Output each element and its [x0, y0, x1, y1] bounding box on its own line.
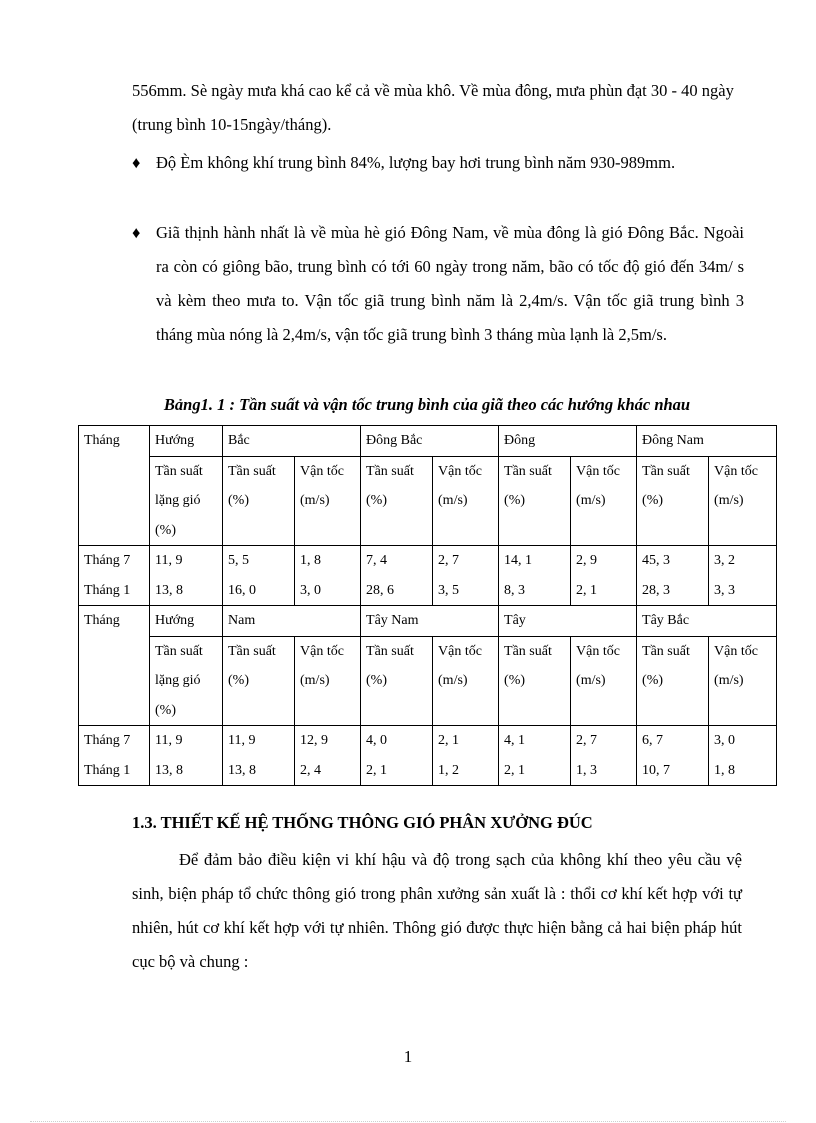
diamond-bullet-icon: ♦	[132, 223, 141, 242]
frequency-header: Tần suất (%)	[637, 456, 709, 546]
speed-header: Vận tốc (m/s)	[295, 636, 361, 726]
value-cell: 3, 0 1, 8	[709, 726, 777, 786]
section-heading: 1.3. THIẾT KẾ HỆ THỐNG THÔNG GIÓ PHÂN XƯỞNG ĐÚC	[132, 813, 593, 832]
value-cell: 45, 3 28, 3	[637, 546, 709, 606]
direction-name: Nam	[223, 606, 361, 637]
value-cell: 2, 9 2, 1	[571, 546, 637, 606]
value-cell: 6, 7 10, 7	[637, 726, 709, 786]
value-cell: 12, 9 2, 4	[295, 726, 361, 786]
diamond-bullet-icon: ♦	[132, 153, 141, 172]
table-header-row	[79, 606, 777, 637]
value-cell: 2, 7 3, 5	[433, 546, 499, 606]
calm-cell: 11, 9 13, 8	[150, 546, 223, 606]
direction-name: Đông Bắc	[361, 426, 499, 457]
table-row	[79, 546, 777, 606]
bullet-text: Giã thịnh hành nhất là về mùa hè gió Đông Nam, về mùa đông là gió Đông Bắc. Ngoài ra còn có giông bão, trung bình có tới 60 ngày trong năm, bão có tốc độ gió đến 34m/ s và kèm theo mưa to. Vận tốc giã trung bình năm là 2,4m/s. Vận tốc giã trung bình 3 tháng mùa nóng là 2,4m/s, vận tốc giã trung bình 3 tháng mùa lạnh là 2,5m/s.	[156, 223, 744, 344]
table-row	[79, 726, 777, 786]
direction-name: Bắc	[223, 426, 361, 457]
month-cell: Tháng 7 Tháng 1	[79, 546, 150, 606]
direction-name: Đông Nam	[637, 426, 777, 457]
speed-header: Vận tốc (m/s)	[295, 456, 361, 546]
frequency-header: Tần suất (%)	[637, 636, 709, 726]
bullet-wind	[132, 216, 744, 352]
table-subheader-row	[79, 456, 777, 546]
value-cell: 11, 9 13, 8	[223, 726, 295, 786]
table-header-row	[79, 426, 777, 457]
bullet-humidity	[132, 146, 744, 180]
page-bottom-divider	[30, 1121, 786, 1122]
month-header: Tháng	[79, 426, 150, 546]
value-cell: 2, 1 1, 2	[433, 726, 499, 786]
frequency-header: Tần suất (%)	[223, 636, 295, 726]
table-caption: Bảng1. 1 : Tần suất và vận tốc trung bình của giã theo các hướng khác nhau	[163, 395, 691, 414]
direction-header: Hướng	[150, 426, 223, 457]
value-cell: 5, 5 16, 0	[223, 546, 295, 606]
bullet-text: Độ Èm không khí trung bình 84%, lượng bay hơi trung bình năm 930-989mm.	[156, 153, 676, 172]
page-number: 1	[403, 1047, 413, 1066]
value-cell: 14, 1 8, 3	[499, 546, 571, 606]
table-subheader-row	[79, 636, 777, 726]
direction-name: Đông	[499, 426, 637, 457]
value-cell: 2, 7 1, 3	[571, 726, 637, 786]
frequency-header: Tần suất (%)	[361, 456, 433, 546]
frequency-header: Tần suất (%)	[223, 456, 295, 546]
month-cell: Tháng 7 Tháng 1	[79, 726, 150, 786]
wind-table	[78, 425, 777, 786]
direction-header: Hướng	[150, 606, 223, 637]
speed-header: Vận tốc (m/s)	[433, 456, 499, 546]
value-cell: 7, 4 28, 6	[361, 546, 433, 606]
direction-name: Tây Bắc	[637, 606, 777, 637]
calm-frequency-header: Tần suất lặng gió (%)	[150, 456, 223, 546]
speed-header: Vận tốc (m/s)	[709, 636, 777, 726]
frequency-header: Tần suất (%)	[499, 636, 571, 726]
speed-header: Vận tốc (m/s)	[571, 636, 637, 726]
value-cell: 3, 2 3, 3	[709, 546, 777, 606]
frequency-header: Tần suất (%)	[361, 636, 433, 726]
direction-name: Tây Nam	[361, 606, 499, 637]
value-cell: 1, 8 3, 0	[295, 546, 361, 606]
frequency-header: Tần suất (%)	[499, 456, 571, 546]
intro-paragraph: 556mm. Sè ngày mưa khá cao kể cả về mùa khô. Về mùa đông, mưa phùn đạt 30 - 40 ngày (trung bình 10-15ngày/tháng).	[132, 81, 734, 134]
speed-header: Vận tốc (m/s)	[709, 456, 777, 546]
direction-name: Tây	[499, 606, 637, 637]
calm-cell: 11, 9 13, 8	[150, 726, 223, 786]
speed-header: Vận tốc (m/s)	[433, 636, 499, 726]
section-paragraph: Để đảm bảo điều kiện vi khí hậu và độ trong sạch của không khí theo yêu cầu vệ sinh, biện pháp tổ chức thông gió trong phân xưởng sản xuất là : thổi cơ khí kết hợp với tự nhiên, hút cơ khí kết hợp với tự nhiên. Thông gió được thực hiện bằng cả hai biện pháp hút cục bộ và chung :	[132, 850, 742, 971]
calm-frequency-header: Tần suất lặng gió (%)	[150, 636, 223, 726]
value-cell: 4, 0 2, 1	[361, 726, 433, 786]
value-cell: 4, 1 2, 1	[499, 726, 571, 786]
speed-header: Vận tốc (m/s)	[571, 456, 637, 546]
month-header: Tháng	[79, 606, 150, 726]
